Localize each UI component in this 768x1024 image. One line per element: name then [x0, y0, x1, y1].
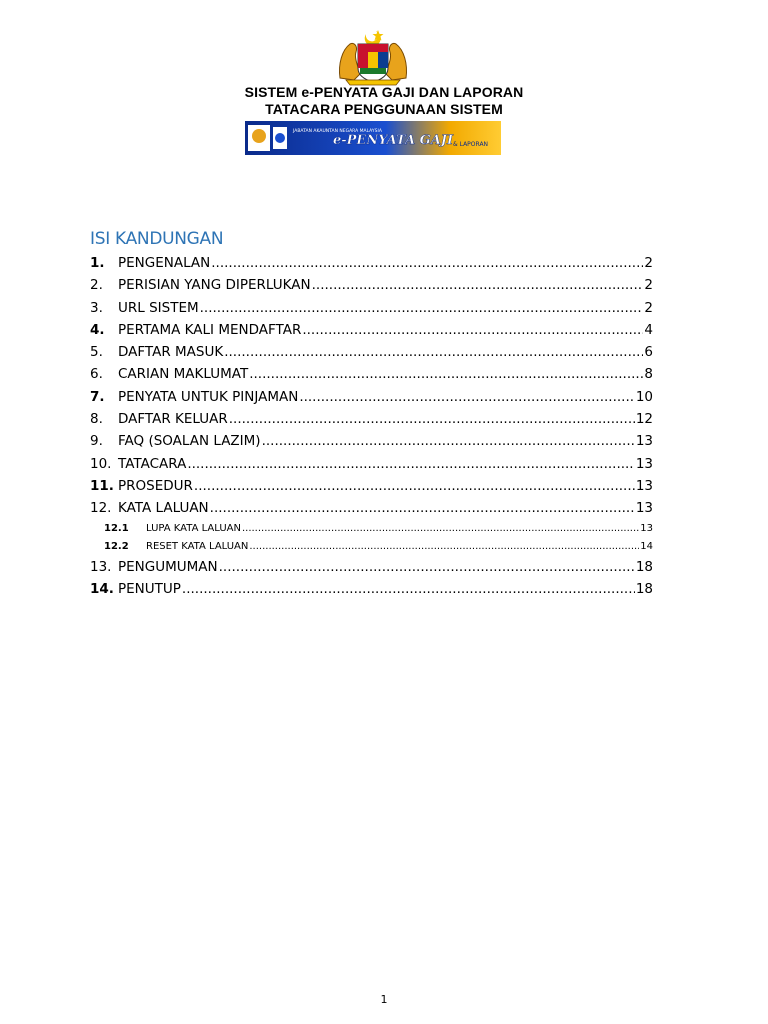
toc-entry[interactable] — [90, 277, 653, 299]
toc-entry-label: PERTAMA KALI MENDAFTAR — [118, 321, 302, 338]
toc-entry-page: 10 — [635, 388, 653, 405]
toc-entry-label: PENGENALAN — [118, 255, 211, 271]
toc-leader-dots — [302, 322, 643, 338]
toc-entry-number: 6. — [90, 366, 103, 383]
toc-entry-label: PENUTUP — [118, 580, 181, 597]
toc-entry-page: 4 — [644, 321, 653, 338]
page-number: 1 — [380, 993, 388, 1006]
toc-heading: ISI KANDUNGAN — [90, 229, 224, 249]
toc-entry-page: 13 — [635, 500, 653, 517]
toc-entry-page: 14 — [640, 540, 653, 552]
toc-entry[interactable] — [90, 344, 653, 366]
toc-entry-label: DAFTAR KELUAR — [118, 411, 228, 428]
toc-entry-number: 3. — [90, 299, 103, 316]
toc-entry-number: 11. — [90, 477, 114, 494]
toc-entry[interactable] — [90, 300, 653, 322]
toc-entry-number: 9. — [90, 433, 103, 450]
toc-entry-page: 6 — [644, 344, 653, 361]
toc-entry-page: 13 — [635, 477, 653, 494]
toc-entry[interactable] — [90, 559, 653, 581]
toc-entry-page: 8 — [644, 366, 653, 383]
coat-of-arms-icon — [336, 28, 410, 86]
toc-entry[interactable] — [90, 389, 653, 411]
toc-leader-dots — [194, 478, 635, 494]
toc-entry-number: 10. — [90, 455, 112, 472]
toc-leader-dots — [200, 300, 644, 316]
toc-entry-number: 12.1 — [104, 522, 129, 534]
toc-entry-number: 7. — [90, 388, 105, 405]
toc-entry-label: URL SISTEM — [118, 299, 199, 316]
banner-small-text: JABATAN AKAUNTAN NEGARA MALAYSIA — [293, 129, 382, 134]
toc-entry-number: 14. — [90, 580, 114, 597]
toc-entry[interactable] — [90, 433, 653, 455]
e-penyata-gaji-banner — [245, 121, 501, 155]
toc-entry-label: PENGUMUMAN — [118, 558, 218, 575]
toc-entry[interactable] — [90, 478, 653, 500]
toc-entry-page: 2 — [644, 299, 653, 316]
toc-leader-dots — [242, 523, 639, 534]
toc-entry-label: PENYATA UNTUK PINJAMAN — [118, 388, 299, 405]
toc-leader-dots — [249, 366, 643, 382]
toc-entry-page: 18 — [635, 580, 653, 597]
toc-leader-dots — [211, 255, 643, 271]
toc-entry-page: 2 — [644, 277, 653, 294]
toc-entry-label: CARIAN MAKLUMAT — [118, 366, 249, 383]
toc-leader-dots — [187, 456, 635, 472]
toc-entry-number: 13. — [90, 558, 112, 575]
table-of-contents — [90, 255, 653, 603]
toc-entry-number: 5. — [90, 344, 103, 361]
toc-entry-label: KATA LALUAN — [118, 500, 209, 517]
toc-leader-dots — [229, 411, 635, 427]
document-title-line2: TATACARA PENGGUNAAN SISTEM — [265, 101, 503, 117]
toc-entry[interactable] — [90, 581, 653, 603]
toc-leader-dots — [219, 559, 635, 575]
toc-entry-page: 13 — [635, 455, 653, 472]
toc-entry-number: 1. — [90, 255, 105, 271]
toc-entry-number: 8. — [90, 411, 103, 428]
toc-leader-dots — [262, 433, 635, 449]
toc-entry-label: TATACARA — [118, 455, 187, 472]
toc-leader-dots — [182, 581, 635, 597]
toc-entry-number: 12.2 — [104, 540, 129, 552]
toc-entry[interactable] — [90, 255, 653, 277]
toc-entry-page: 2 — [644, 255, 653, 271]
toc-leader-dots — [299, 389, 635, 405]
banner-title: e-PENYATA GAJI — [332, 133, 454, 148]
toc-entry-number: 12. — [90, 500, 112, 517]
toc-entry[interactable] — [90, 322, 653, 344]
toc-leader-dots — [312, 277, 644, 293]
banner-suffix: & LAPORAN — [453, 141, 489, 148]
toc-entry-label: FAQ (SOALAN LAZIM) — [118, 433, 261, 450]
toc-entry-page: 12 — [635, 411, 653, 428]
toc-entry-page: 13 — [635, 433, 653, 450]
document-title-line1: SISTEM e-PENYATA GAJI DAN LAPORAN — [244, 84, 524, 100]
toc-leader-dots — [249, 541, 639, 552]
toc-entry-label: DAFTAR MASUK — [118, 344, 224, 361]
toc-entry[interactable] — [90, 523, 653, 541]
toc-entry-label: RESET KATA LALUAN — [146, 540, 249, 552]
toc-entry[interactable] — [90, 366, 653, 388]
toc-entry[interactable] — [90, 411, 653, 433]
toc-entry-number: 4. — [90, 321, 105, 338]
toc-leader-dots — [210, 500, 635, 516]
toc-leader-dots — [224, 344, 643, 360]
toc-entry-page: 18 — [635, 558, 653, 575]
toc-entry-label: PERISIAN YANG DIPERLUKAN — [118, 277, 311, 294]
toc-entry-number: 2. — [90, 277, 103, 294]
toc-entry-label: LUPA KATA LALUAN — [146, 522, 241, 534]
toc-entry-page: 13 — [640, 522, 653, 534]
toc-entry[interactable] — [90, 456, 653, 478]
toc-entry-label: PROSEDUR — [118, 477, 193, 494]
toc-entry[interactable] — [90, 500, 653, 522]
toc-entry[interactable] — [90, 541, 653, 559]
